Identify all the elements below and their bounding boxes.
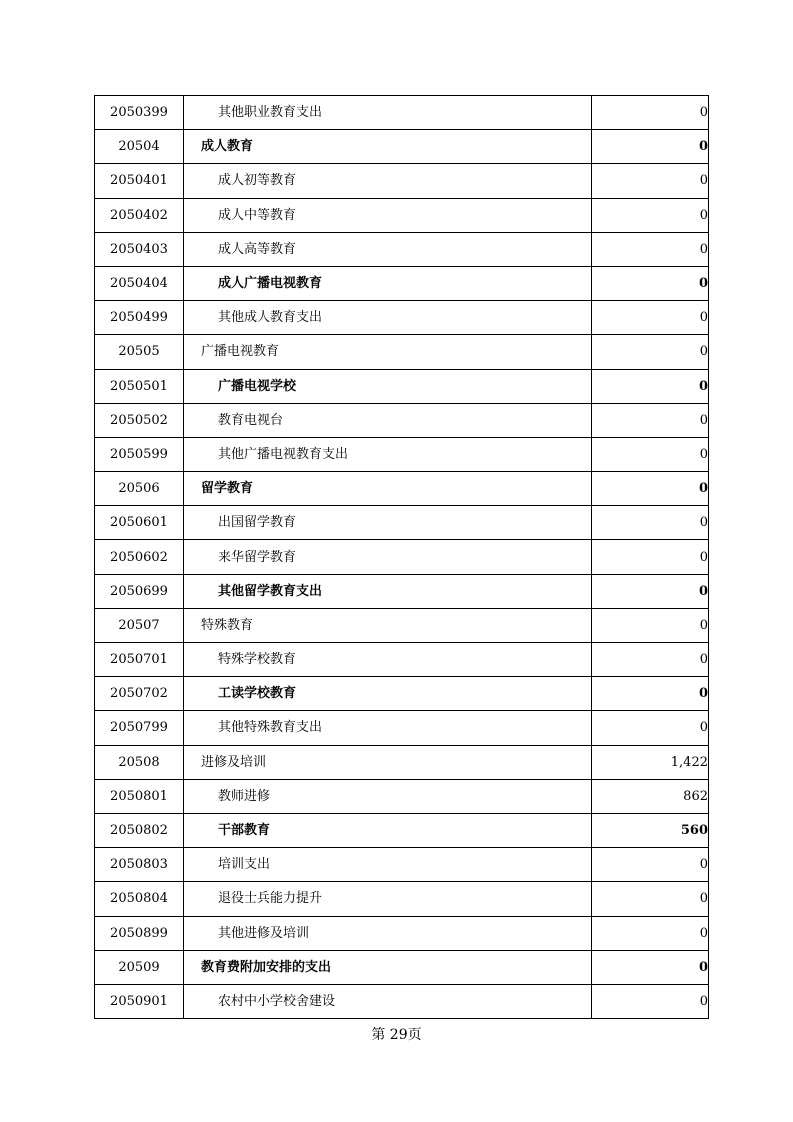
table-row — [95, 643, 709, 677]
amount-cell: 0 — [592, 984, 709, 1018]
subject-code-cell: 20507 — [95, 608, 184, 642]
subject-name-cell: 工读学校教育 — [184, 677, 592, 711]
subject-code-cell: 2050701 — [95, 643, 184, 677]
table-row — [95, 198, 709, 232]
table-row — [95, 130, 709, 164]
expenditure-table — [94, 95, 709, 1019]
amount-cell: 0 — [592, 608, 709, 642]
table-row — [95, 540, 709, 574]
subject-name-cell: 特殊教育 — [184, 608, 592, 642]
table-row — [95, 813, 709, 847]
subject-name-cell: 来华留学教育 — [184, 540, 592, 574]
subject-name-cell: 培训支出 — [184, 848, 592, 882]
subject-code-cell: 20509 — [95, 950, 184, 984]
table-row — [95, 848, 709, 882]
amount-cell: 0 — [592, 882, 709, 916]
table-row — [95, 369, 709, 403]
table-row — [95, 916, 709, 950]
subject-code-cell: 2050401 — [95, 164, 184, 198]
table-row — [95, 96, 709, 130]
subject-name-cell: 其他成人教育支出 — [184, 301, 592, 335]
amount-cell: 0 — [592, 506, 709, 540]
subject-code-cell: 2050802 — [95, 813, 184, 847]
table-row — [95, 164, 709, 198]
subject-code-cell: 2050599 — [95, 437, 184, 471]
amount-cell: 0 — [592, 677, 709, 711]
amount-cell: 0 — [592, 437, 709, 471]
subject-name-cell: 特殊学校教育 — [184, 643, 592, 677]
subject-code-cell: 20506 — [95, 472, 184, 506]
subject-code-cell: 2050404 — [95, 266, 184, 300]
subject-name-cell: 出国留学教育 — [184, 506, 592, 540]
table-row — [95, 301, 709, 335]
table-row — [95, 437, 709, 471]
subject-code-cell: 2050501 — [95, 369, 184, 403]
subject-name-cell: 农村中小学校舍建设 — [184, 984, 592, 1018]
subject-code-cell: 2050699 — [95, 574, 184, 608]
subject-name-cell: 其他特殊教育支出 — [184, 711, 592, 745]
subject-code-cell: 2050602 — [95, 540, 184, 574]
amount-cell: 0 — [592, 916, 709, 950]
amount-cell: 0 — [592, 301, 709, 335]
table-row — [95, 506, 709, 540]
subject-code-cell: 2050403 — [95, 232, 184, 266]
subject-code-cell: 2050402 — [95, 198, 184, 232]
table-row — [95, 608, 709, 642]
subject-name-cell: 退役士兵能力提升 — [184, 882, 592, 916]
amount-cell: 0 — [592, 369, 709, 403]
table-row — [95, 950, 709, 984]
subject-code-cell: 20504 — [95, 130, 184, 164]
amount-cell: 0 — [592, 574, 709, 608]
subject-code-cell: 2050801 — [95, 779, 184, 813]
table-row — [95, 677, 709, 711]
amount-cell: 0 — [592, 96, 709, 130]
amount-cell: 0 — [592, 198, 709, 232]
subject-name-cell: 留学教育 — [184, 472, 592, 506]
amount-cell: 0 — [592, 232, 709, 266]
subject-code-cell: 2050899 — [95, 916, 184, 950]
subject-code-cell: 2050499 — [95, 301, 184, 335]
subject-code-cell: 2050901 — [95, 984, 184, 1018]
amount-cell: 0 — [592, 472, 709, 506]
subject-code-cell: 2050702 — [95, 677, 184, 711]
subject-code-cell: 2050601 — [95, 506, 184, 540]
subject-name-cell: 成人教育 — [184, 130, 592, 164]
table-row — [95, 403, 709, 437]
subject-name-cell: 其他职业教育支出 — [184, 96, 592, 130]
subject-name-cell: 广播电视教育 — [184, 335, 592, 369]
amount-cell: 0 — [592, 848, 709, 882]
subject-name-cell: 进修及培训 — [184, 745, 592, 779]
table-row — [95, 574, 709, 608]
table-row — [95, 335, 709, 369]
subject-code-cell: 2050502 — [95, 403, 184, 437]
subject-name-cell: 干部教育 — [184, 813, 592, 847]
amount-cell: 862 — [592, 779, 709, 813]
amount-cell: 0 — [592, 335, 709, 369]
table-row — [95, 779, 709, 813]
amount-cell: 0 — [592, 164, 709, 198]
amount-cell: 1,422 — [592, 745, 709, 779]
amount-cell: 0 — [592, 711, 709, 745]
subject-name-cell: 教育费附加安排的支出 — [184, 950, 592, 984]
subject-name-cell: 广播电视学校 — [184, 369, 592, 403]
table-row — [95, 882, 709, 916]
subject-name-cell: 其他进修及培训 — [184, 916, 592, 950]
subject-code-cell: 20508 — [95, 745, 184, 779]
amount-cell: 0 — [592, 643, 709, 677]
subject-code-cell: 2050399 — [95, 96, 184, 130]
table-row — [95, 266, 709, 300]
amount-cell: 0 — [592, 130, 709, 164]
subject-name-cell: 教育电视台 — [184, 403, 592, 437]
amount-cell: 0 — [592, 266, 709, 300]
subject-code-cell: 2050799 — [95, 711, 184, 745]
subject-code-cell: 2050804 — [95, 882, 184, 916]
table-row — [95, 711, 709, 745]
subject-code-cell: 2050803 — [95, 848, 184, 882]
subject-code-cell: 20505 — [95, 335, 184, 369]
amount-cell: 560 — [592, 813, 709, 847]
page-number: 第 29页 — [371, 1027, 422, 1043]
subject-name-cell: 成人广播电视教育 — [184, 266, 592, 300]
amount-cell: 0 — [592, 403, 709, 437]
amount-cell: 0 — [592, 950, 709, 984]
subject-name-cell: 成人高等教育 — [184, 232, 592, 266]
subject-name-cell: 成人中等教育 — [184, 198, 592, 232]
subject-name-cell: 其他广播电视教育支出 — [184, 437, 592, 471]
subject-name-cell: 其他留学教育支出 — [184, 574, 592, 608]
table-row — [95, 232, 709, 266]
table-row — [95, 472, 709, 506]
amount-cell: 0 — [592, 540, 709, 574]
subject-name-cell: 教师进修 — [184, 779, 592, 813]
table-row — [95, 984, 709, 1018]
table-row — [95, 745, 709, 779]
subject-name-cell: 成人初等教育 — [184, 164, 592, 198]
table-body — [95, 96, 709, 1019]
